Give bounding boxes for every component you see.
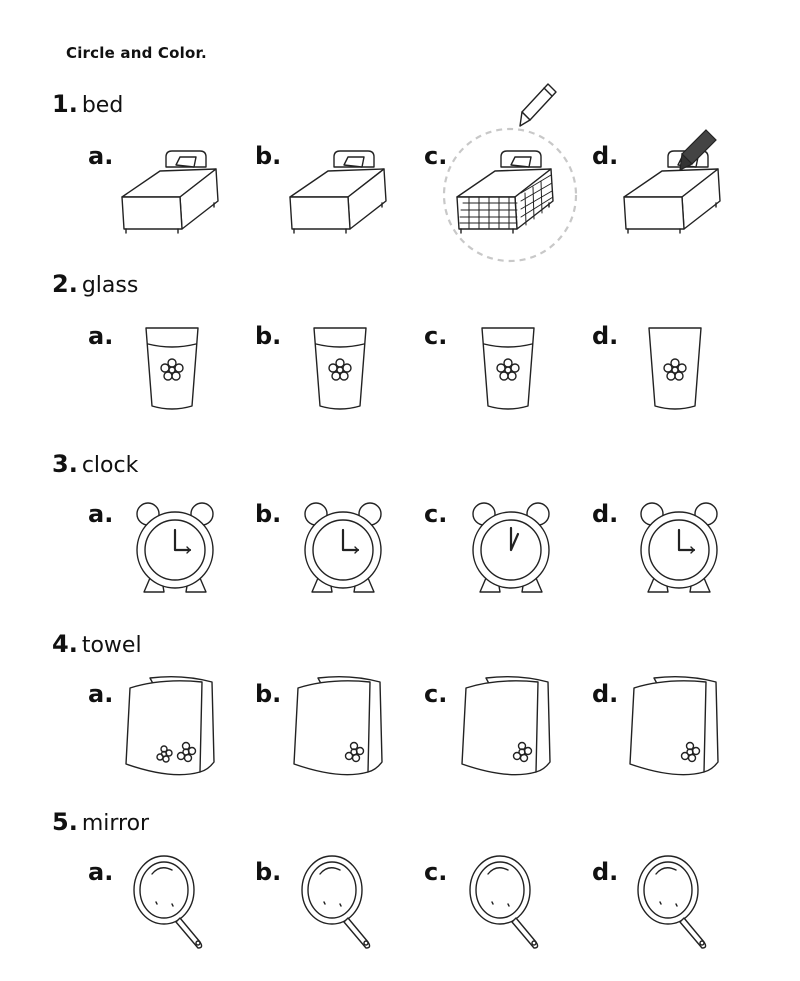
bed-icon[interactable] — [288, 145, 398, 235]
option-2d-label[interactable]: d. — [592, 322, 619, 350]
option-1c-label[interactable]: c. — [424, 142, 448, 170]
alarm-clock-icon[interactable] — [130, 500, 220, 596]
hand-mirror-icon[interactable] — [130, 850, 210, 950]
option-4b-label[interactable]: b. — [255, 680, 282, 708]
bed-icon-colored[interactable] — [455, 145, 565, 235]
option-4c-label[interactable]: c. — [424, 680, 448, 708]
question-number: 2. — [52, 270, 78, 298]
option-1a-label[interactable]: a. — [88, 142, 114, 170]
option-5b-label[interactable]: b. — [255, 858, 282, 886]
question-word: glass — [81, 273, 139, 298]
question-number: 5. — [52, 808, 78, 836]
alarm-clock-icon[interactable] — [634, 500, 724, 596]
pencil-icon — [518, 82, 558, 132]
question-number: 1. — [52, 90, 78, 118]
glass-icon[interactable] — [478, 322, 538, 412]
question-word: bed — [81, 93, 124, 118]
option-5d-label[interactable]: d. — [592, 858, 619, 886]
option-3b-label[interactable]: b. — [255, 500, 282, 528]
glass-icon[interactable] — [142, 322, 202, 412]
alarm-clock-icon[interactable] — [466, 500, 556, 596]
question-4-title — [52, 630, 142, 658]
question-word: clock — [81, 453, 139, 478]
option-3c-label[interactable]: c. — [424, 500, 448, 528]
hand-mirror-icon[interactable] — [466, 850, 546, 950]
alarm-clock-icon[interactable] — [298, 500, 388, 596]
towel-icon[interactable] — [290, 672, 390, 782]
hand-mirror-icon[interactable] — [298, 850, 378, 950]
question-2-title — [52, 270, 138, 298]
option-3d-label[interactable]: d. — [592, 500, 619, 528]
question-5-title — [52, 808, 149, 836]
option-2b-label[interactable]: b. — [255, 322, 282, 350]
towel-icon[interactable] — [458, 672, 558, 782]
option-3a-label[interactable]: a. — [88, 500, 114, 528]
option-4d-label[interactable]: d. — [592, 680, 619, 708]
towel-icon[interactable] — [626, 672, 726, 782]
glass-icon-empty[interactable] — [645, 322, 705, 412]
question-number: 3. — [52, 450, 78, 478]
question-word: mirror — [81, 811, 150, 836]
option-5a-label[interactable]: a. — [88, 858, 114, 886]
option-1d-label[interactable]: d. — [592, 142, 619, 170]
option-2a-label[interactable]: a. — [88, 322, 114, 350]
option-1b-label[interactable]: b. — [255, 142, 282, 170]
towel-icon[interactable] — [122, 672, 222, 782]
glass-icon[interactable] — [310, 322, 370, 412]
bed-icon[interactable] — [120, 145, 230, 235]
question-3-title — [52, 450, 138, 478]
option-4a-label[interactable]: a. — [88, 680, 114, 708]
instruction: Circle and Color. — [66, 44, 207, 62]
question-word: towel — [81, 633, 142, 658]
option-2c-label[interactable]: c. — [424, 322, 448, 350]
crayon-icon — [678, 128, 718, 178]
question-number: 4. — [52, 630, 78, 658]
hand-mirror-icon[interactable] — [634, 850, 714, 950]
question-1-title — [52, 90, 123, 118]
option-5c-label[interactable]: c. — [424, 858, 448, 886]
